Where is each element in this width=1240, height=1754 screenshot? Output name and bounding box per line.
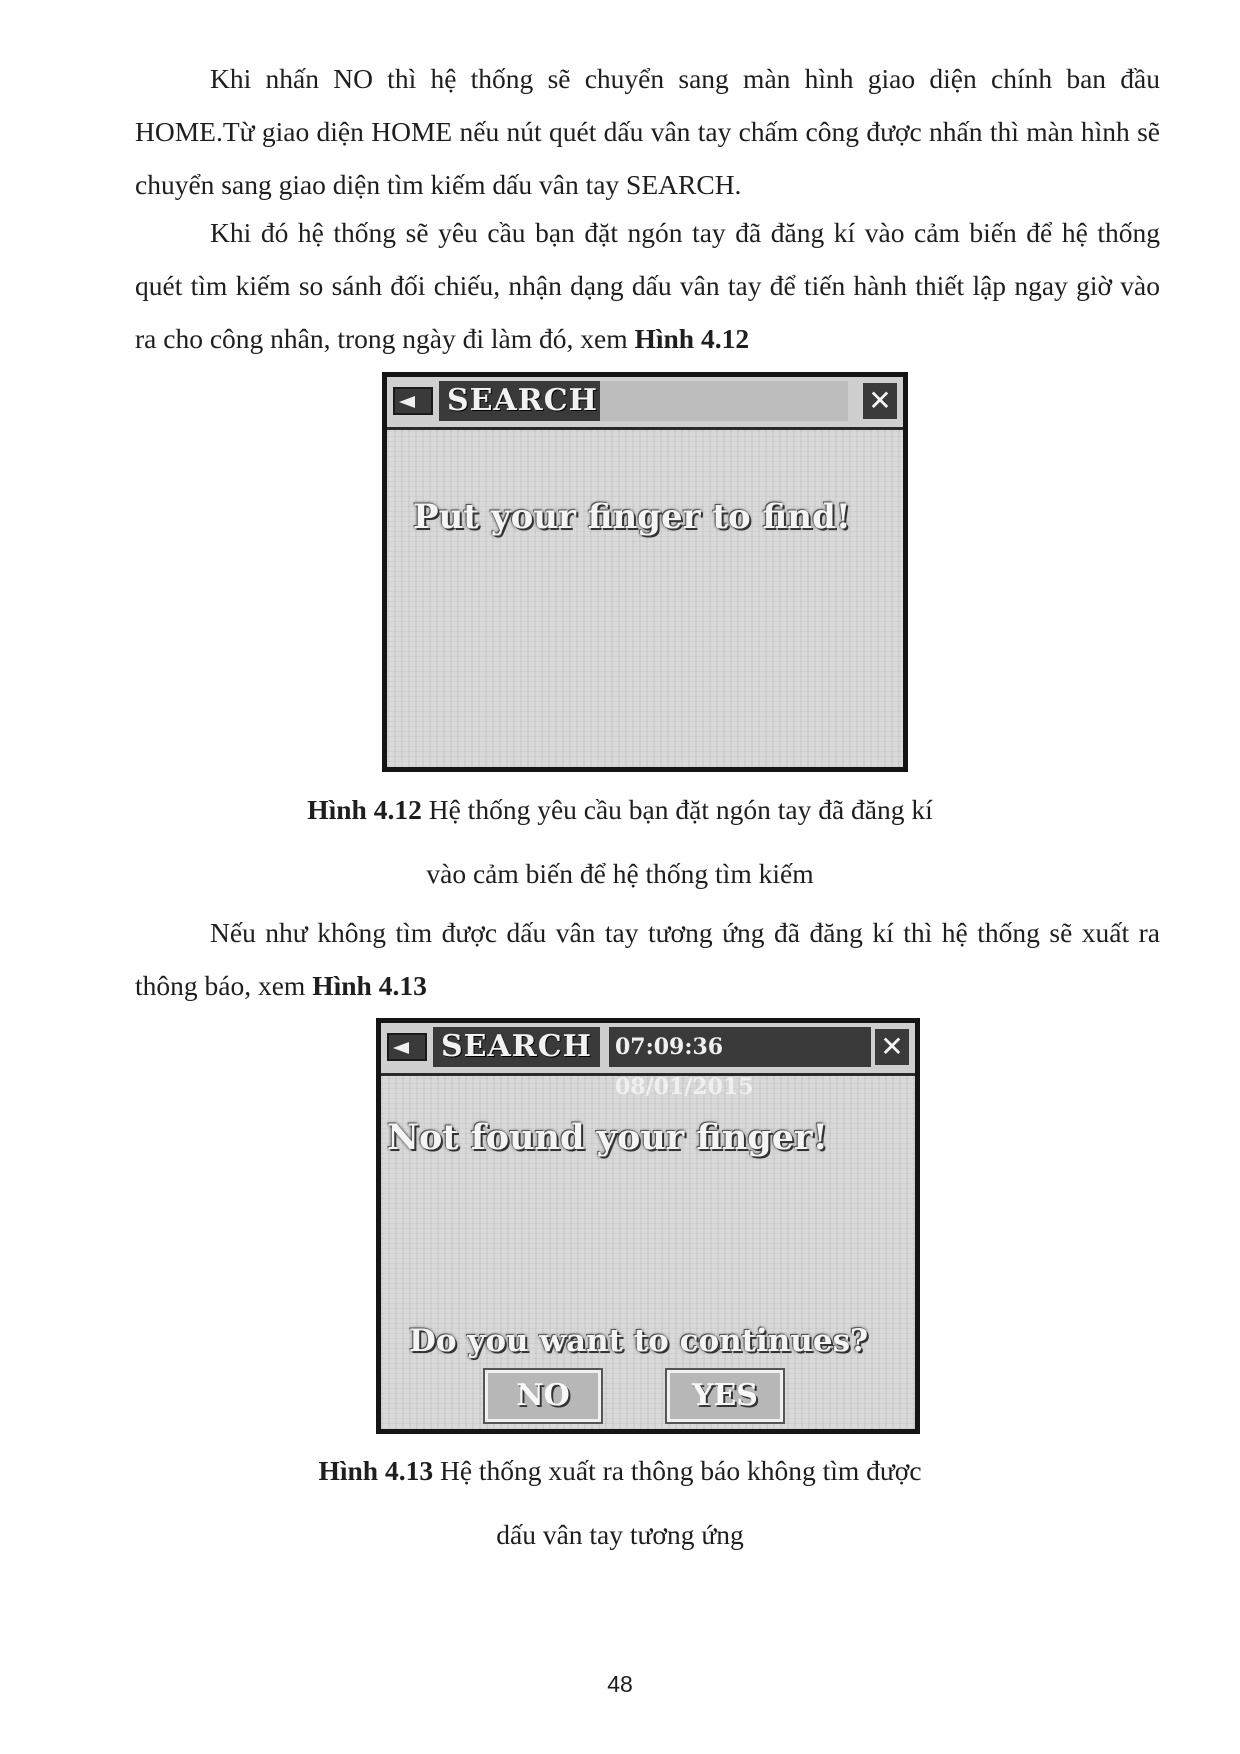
search-title-bar xyxy=(381,1023,915,1100)
caption-label: Hình 4.12 xyxy=(307,794,422,825)
back-arrow-icon xyxy=(393,387,433,415)
not-found-message: Not found your finger! xyxy=(387,1117,828,1158)
continue-question: Do you want to continues? xyxy=(409,1323,869,1359)
paragraph-search-description xyxy=(135,206,1160,365)
figure-caption-4-12 xyxy=(0,793,1240,827)
back-arrow-icon xyxy=(387,1033,427,1061)
figure-caption-4-12-line-2: vào cảm biến để hệ thống tìm kiếm xyxy=(426,858,814,889)
paragraph-intro-text: Khi nhấn NO thì hệ thống sẽ chuyển sang màn hình giao diện chính ban đầu HOME.Từ giao diện HOME nếu nút quét dấu vân tay chấm công được nhấn thì màn hình sẽ chuyển sang giao diện tìm kiếm dấu vân tay SEARCH. xyxy=(135,63,1160,200)
clock-display xyxy=(600,381,848,421)
put-finger-message: Put your finger to find! xyxy=(413,497,851,537)
figure-reference-4-12: Hình 4.12 xyxy=(634,323,750,354)
no-button: NO xyxy=(485,1370,601,1422)
paragraph-not-found-text: Nếu như không tìm được dấu vân tay tương ứng đã đăng kí thì hệ thống sẽ xuất ra thông báo, xem xyxy=(135,917,1160,1001)
paragraph-intro xyxy=(135,52,1160,211)
caption-label: Hình 4.13 xyxy=(318,1455,434,1486)
search-screen-figure-4-12 xyxy=(382,372,908,772)
close-icon: ✕ xyxy=(875,1029,909,1065)
search-title-bar xyxy=(387,377,903,430)
figure-caption-4-13-line-2: dấu vân tay tương ứng xyxy=(496,1519,744,1550)
screen-title: SEARCH xyxy=(433,1027,600,1067)
figure-reference-4-13: Hình 4.13 xyxy=(312,970,427,1001)
clock-display: 07:09:36 08/01/2015 xyxy=(609,1027,871,1067)
figure-caption-4-13 xyxy=(0,1454,1240,1488)
not-found-screen-figure-4-13 xyxy=(376,1018,920,1434)
page-number: 48 xyxy=(607,1671,633,1697)
close-icon: ✕ xyxy=(863,383,897,419)
screen-title: SEARCH xyxy=(439,381,606,421)
paragraph-search-text: Khi đó hệ thống sẽ yêu cầu bạn đặt ngón tay đã đăng kí vào cảm biến để hệ thống quét tìm kiếm so sánh đối chiếu, nhận dạng dấu vân tay để tiến hành thiết lập ngay giờ vào ra cho công nhân, trong ngày đi làm đó, xem xyxy=(135,217,1160,354)
yes-button: YES xyxy=(667,1370,783,1422)
caption-text: Hệ thống xuất ra thông báo không tìm được xyxy=(433,1455,922,1486)
paragraph-not-found xyxy=(135,906,1160,1012)
caption-text: Hệ thống yêu cầu bạn đặt ngón tay đã đăng kí xyxy=(421,794,933,825)
